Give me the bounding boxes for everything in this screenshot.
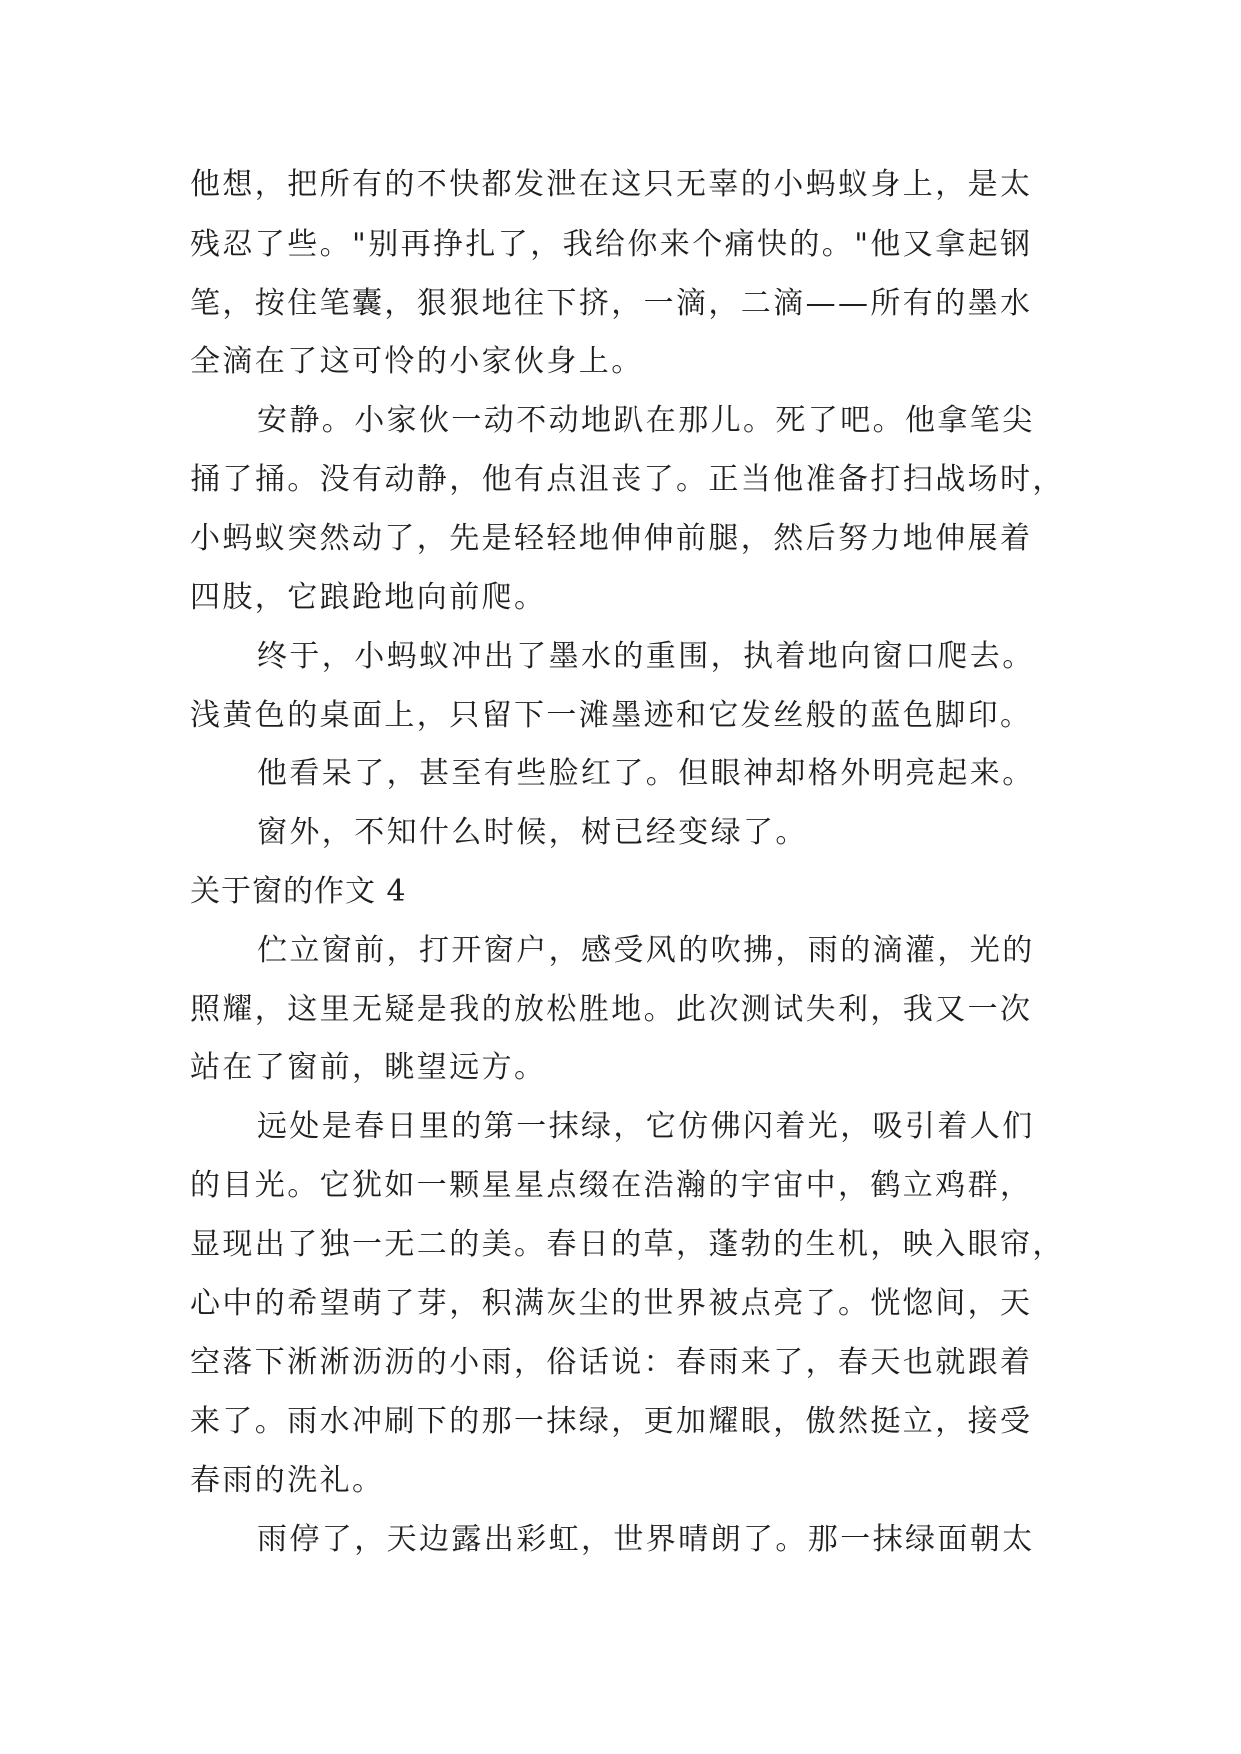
section-heading: 关于窗的作文 4	[190, 874, 407, 909]
text-line: 他看呆了，甚至有些脸红了。但眼神却格外明亮起来。	[257, 756, 1035, 791]
text-line: 笔，按住笔囊，狠狠地往下挤，一滴，二滴——所有的墨水	[190, 286, 1033, 321]
text-line: 显现出了独一无二的美。春日的草，蓬勃的生机，映入眼帘，	[190, 1227, 1065, 1262]
text-line: 雨停了，天边露出彩虹，世界晴朗了。那一抹绿面朝太	[257, 1522, 1035, 1557]
text-line: 空落下淅淅沥沥的小雨，俗话说：春雨来了，春天也就跟着	[190, 1345, 1033, 1380]
text-line: 站在了窗前，眺望远方。	[190, 1050, 547, 1085]
text-line: 心中的希望萌了芽，积满灰尘的世界被点亮了。恍惚间，天	[190, 1286, 1033, 1321]
text-line: 安静。小家伙一动不动地趴在那儿。死了吧。他拿笔尖	[257, 403, 1035, 438]
text-line: 他想，把所有的不快都发泄在这只无辜的小蚂蚁身上，是太	[190, 167, 1033, 202]
text-line: 终于，小蚂蚁冲出了墨水的重围，执着地向窗口爬去。	[257, 639, 1035, 674]
text-line: 照耀，这里无疑是我的放松胜地。此次测试失利，我又一次	[190, 992, 1033, 1027]
text-line: 浅黄色的桌面上，只留下一滩墨迹和它发丝般的蓝色脚印。	[190, 698, 1033, 733]
text-line: 伫立窗前，打开窗户，感受风的吹拂，雨的滴灌，光的	[257, 933, 1035, 968]
text-line: 的目光。它犹如一颗星星点缀在浩瀚的宇宙中，鹤立鸡群，	[190, 1168, 1033, 1203]
text-line: 小蚂蚁突然动了，先是轻轻地伸伸前腿，然后努力地伸展着	[190, 521, 1033, 556]
text-line: 全滴在了这可怜的小家伙身上。	[190, 344, 644, 379]
text-line: 来了。雨水冲刷下的那一抹绿，更加耀眼，傲然挺立，接受	[190, 1404, 1033, 1439]
text-line: 窗外，不知什么时候，树已经变绿了。	[257, 815, 808, 850]
text-line: 捅了捅。没有动静，他有点沮丧了。正当他准备打扫战场时，	[190, 462, 1065, 497]
text-line: 春雨的洗礼。	[190, 1463, 385, 1498]
text-line: 残忍了些。"别再挣扎了，我给你来个痛快的。"他又拿起钢	[190, 227, 1033, 262]
text-line: 远处是春日里的第一抹绿，它仿佛闪着光，吸引着人们	[257, 1109, 1035, 1144]
text-line: 四肢，它踉跄地向前爬。	[190, 580, 547, 615]
